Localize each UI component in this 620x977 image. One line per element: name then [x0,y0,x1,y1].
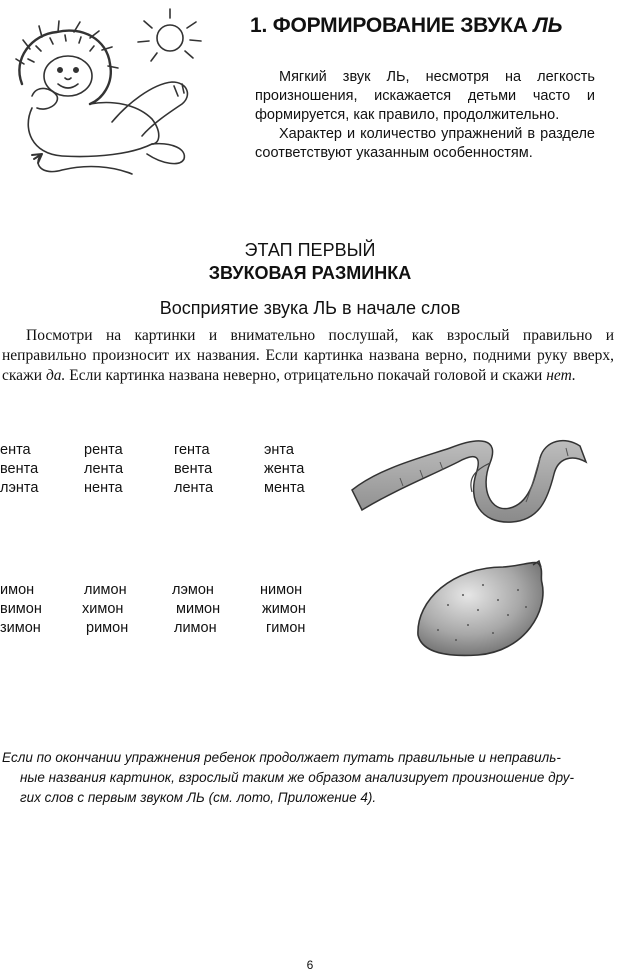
stage-label: ЭТАП ПЕРВЫЙ [244,240,376,260]
word-item: нента [84,480,123,496]
word-item: химон [82,601,124,617]
title-number: 1. [250,14,268,37]
word-item: лента [84,461,124,477]
word-item: вента [174,461,213,477]
word-item: мимон [176,601,221,617]
word-item: жента [264,461,305,477]
intro-paragraph: Характер и количество упражнений в разделе соответствуют указанным особенностям. [255,126,595,161]
note-line: гих слов с первым звуком ЛЬ (см. лото, Приложение 4). [20,790,377,805]
instruction-text: Посмотри на картинки и внимательно послушай, как взрослый правильно и неправильно произносит их названия. Если картинка названа верно, подними руку вверх, скажи [2,327,614,384]
word-item: нимон [260,582,303,598]
word-item: жимон [262,601,306,617]
word-item: лэмон [172,582,214,598]
exercise-subtitle: Восприятие звука ЛЬ в начале слов [159,298,461,318]
ribbon-picture [340,418,600,528]
teacher-note [2,748,614,808]
word-no: нет. [546,367,576,384]
word-item: гента [174,442,210,458]
intro-paragraph: Мягкий звук ЛЬ, несмотря на легкость произношения, искажается детьми часто и формируется, как правило, продолжительно. [255,69,595,123]
word-item: зимон [0,620,41,636]
word-item: имон [0,582,35,598]
word-item: рента [84,442,123,458]
word-item: вента [0,461,39,477]
word-item: энта [264,442,294,458]
instruction-text: Если картинка названа неверно, отрицательно покачай головой и скажи [69,367,543,384]
lemon-drawing [408,555,558,665]
lemon-picture [408,555,558,665]
title-text: ФОРМИРОВАНИЕ ЗВУКА [272,14,528,37]
section-title [250,14,615,38]
note-line: Если по окончании упражнения ребенок продолжает путать правильные и неправиль- [2,750,561,765]
lion-illustration [2,4,227,184]
word-item: лимон [174,620,217,636]
word-item: лэнта [0,480,39,496]
word-item: лимон [84,582,127,598]
exercise-instruction [2,326,614,386]
intro-text [255,68,595,163]
title-sound: ЛЬ [533,14,563,37]
word-yes: да. [45,367,66,384]
word-item: римон [86,620,129,636]
note-line: ные названия картинок, взрослый таким же образом анализирует произношение дру- [20,770,574,785]
page-number: 6 [306,958,314,972]
word-item: ента [0,442,31,458]
stage-title: ЗВУКОВАЯ РАЗМИНКА [208,263,412,283]
word-item: лента [174,480,214,496]
word-item: мента [264,480,305,496]
sun-icon [157,25,183,51]
word-item: вимон [0,601,42,617]
ribbon-drawing [340,418,600,528]
word-item: гимон [266,620,306,636]
lion-drawing [2,4,227,184]
